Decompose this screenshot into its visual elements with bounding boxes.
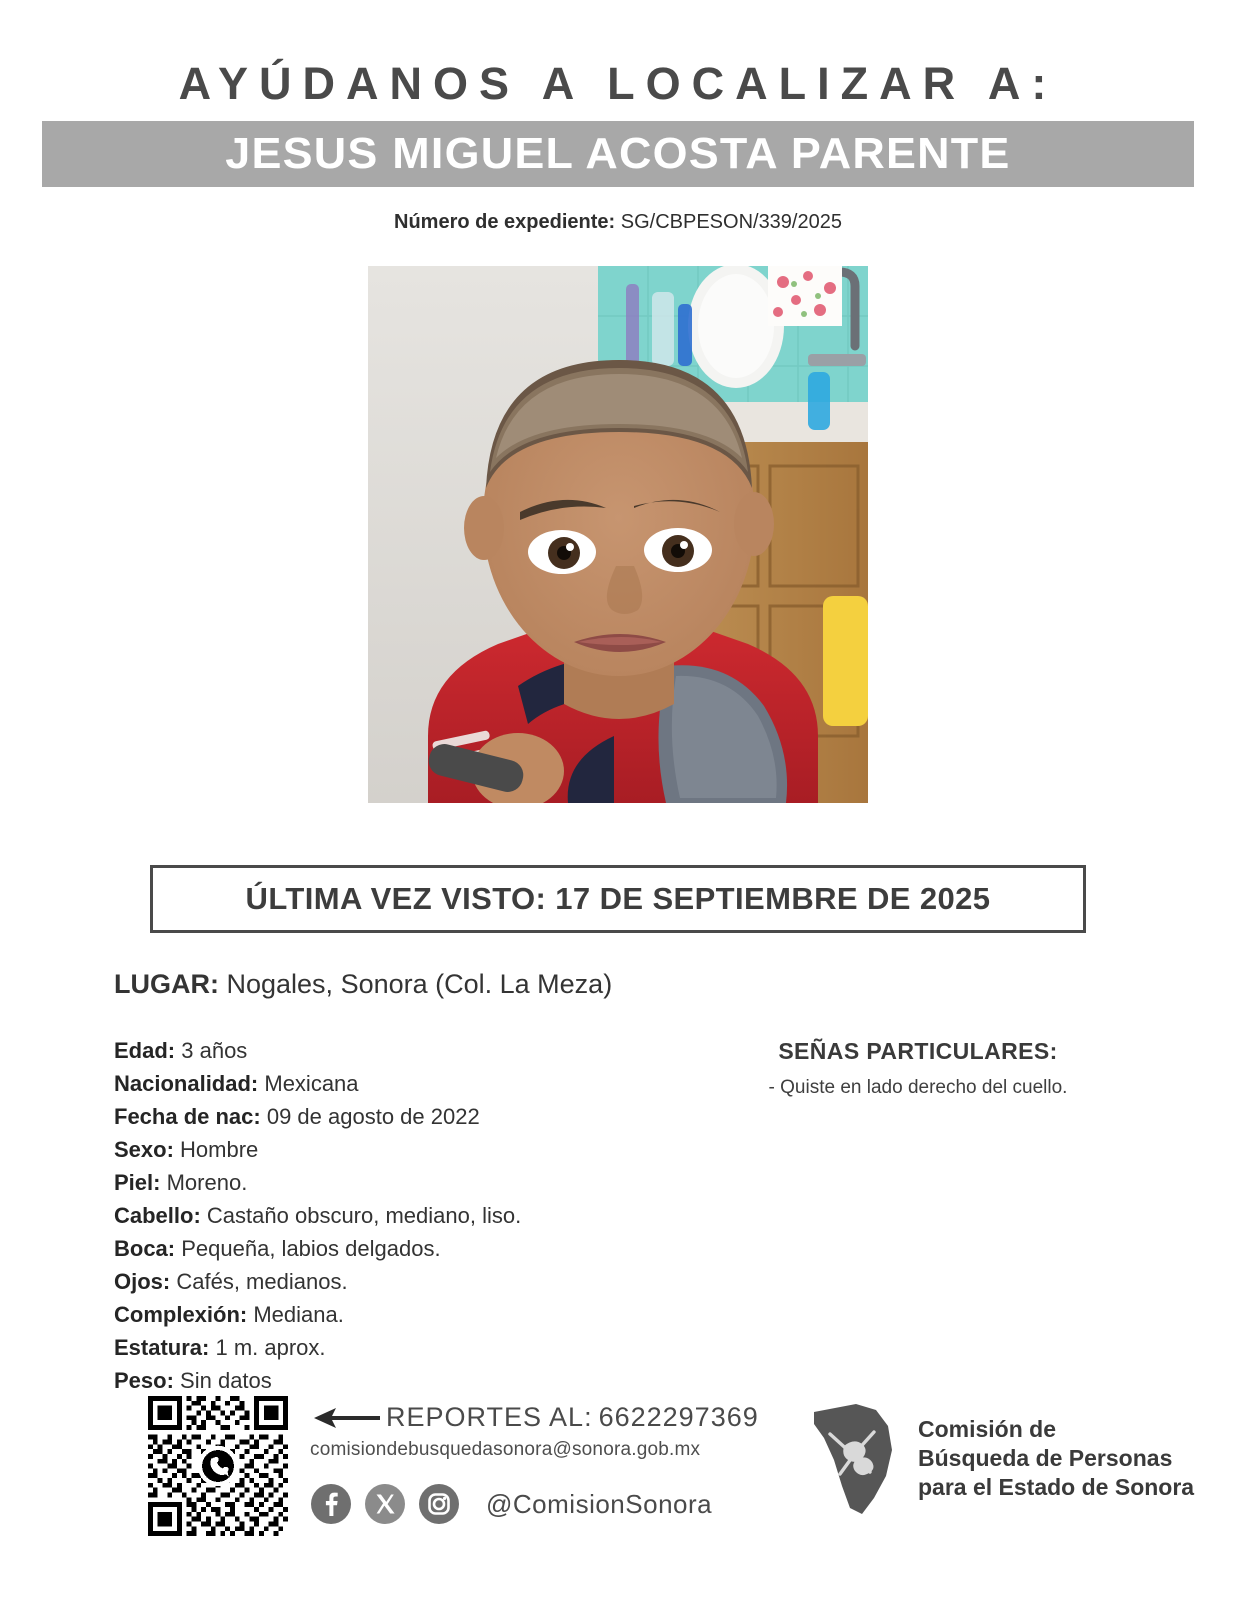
detail-value: Castaño obscuro, mediano, liso. [206, 1203, 522, 1229]
detail-label: Sexo: [114, 1137, 174, 1163]
detail-label: Boca: [114, 1236, 176, 1262]
detail-label: Ojos: [114, 1269, 171, 1295]
detail-row-edad [114, 1034, 600, 1067]
detail-label: Piel: [114, 1170, 161, 1196]
reportes-label: REPORTES AL: [386, 1402, 593, 1432]
agency-name-line1: Comisión de [918, 1415, 1057, 1442]
detail-row-sexo [114, 1133, 600, 1166]
social-handle[interactable]: @ComisionSonora [486, 1488, 713, 1519]
report-phone-number[interactable]: 6622297369 [598, 1402, 759, 1432]
detail-row-nacionalidad [114, 1067, 600, 1100]
page-title: AYÚDANOS A LOCALIZAR A: [178, 58, 1058, 109]
detail-label: Complexión: [114, 1302, 248, 1328]
x-twitter-icon[interactable] [364, 1483, 406, 1525]
sonora-hands-logo-icon [812, 1398, 904, 1518]
detail-label: Edad: [114, 1038, 176, 1064]
detail-label: Peso: [114, 1368, 174, 1394]
distinguishing-marks-section [600, 1034, 1236, 1099]
detail-label: Cabello: [114, 1203, 201, 1229]
detail-row-boca [114, 1232, 600, 1265]
arrow-left-icon [310, 1405, 380, 1431]
detail-label: Estatura: [114, 1335, 210, 1361]
qr-code-whatsapp[interactable] [148, 1396, 288, 1536]
detail-row-ojos [114, 1265, 600, 1298]
detail-row-cabello [114, 1199, 600, 1232]
lugar-value: Nogales, Sonora (Col. La Meza) [226, 969, 613, 1000]
last-seen-place [114, 969, 1236, 1000]
detail-value: 1 m. aprox. [215, 1335, 326, 1361]
contact-block [310, 1402, 780, 1525]
agency-name-line3: para el Estado de Sonora [918, 1473, 1195, 1500]
qr-code-icon [148, 1396, 288, 1536]
detail-label: Nacionalidad: [114, 1071, 259, 1097]
lugar-label: LUGAR: [114, 969, 219, 1000]
case-number [0, 211, 1236, 234]
details-section [0, 1034, 1236, 1397]
instagram-icon[interactable] [418, 1483, 460, 1525]
missing-person-photo [368, 266, 868, 803]
detail-value: 3 años [181, 1038, 248, 1064]
detail-value: 09 de agosto de 2022 [266, 1104, 480, 1130]
detail-label: Fecha de nac: [114, 1104, 261, 1130]
missing-person-name: JESUS MIGUEL ACOSTA PARENTE [225, 129, 1011, 179]
last-seen-text: ÚLTIMA VEZ VISTO: 17 DE SEPTIEMBRE DE 2025 [245, 881, 991, 917]
detail-row-complexion [114, 1298, 600, 1331]
detail-row-piel [114, 1166, 600, 1199]
agency-name-line2: Búsqueda de Personas [918, 1444, 1173, 1471]
agency-name [918, 1415, 1194, 1502]
detail-value: Moreno. [166, 1170, 248, 1196]
contact-email[interactable]: comisiondebusquedasonora@sonora.gob.mx [310, 1439, 701, 1460]
detail-value: Mediana. [253, 1302, 344, 1328]
missing-person-name-banner [42, 121, 1194, 187]
detail-value: Hombre [180, 1137, 259, 1163]
poster-footer [0, 1388, 1236, 1578]
detail-value: Cafés, medianos. [176, 1269, 348, 1295]
senas-particulares-item: - Quiste en lado derecho del cuello. [768, 1077, 1068, 1099]
detail-row-fecha-nac [114, 1100, 600, 1133]
physical-description-list [0, 1034, 600, 1397]
detail-value: Sin datos [180, 1368, 272, 1394]
senas-particulares-title: SEÑAS PARTICULARES: [778, 1038, 1058, 1065]
social-links [310, 1483, 780, 1525]
case-number-label: Número de expediente: [394, 211, 616, 234]
agency-logo [812, 1398, 1194, 1518]
case-number-value: SG/CBPESON/339/2025 [620, 211, 842, 234]
detail-row-estatura [114, 1331, 600, 1364]
photo-illustration [368, 266, 868, 803]
detail-value: Pequeña, labios delgados. [181, 1236, 441, 1262]
reportes-line [310, 1402, 780, 1433]
detail-value: Mexicana [264, 1071, 359, 1097]
last-seen-box [150, 865, 1086, 933]
facebook-icon[interactable] [310, 1483, 352, 1525]
